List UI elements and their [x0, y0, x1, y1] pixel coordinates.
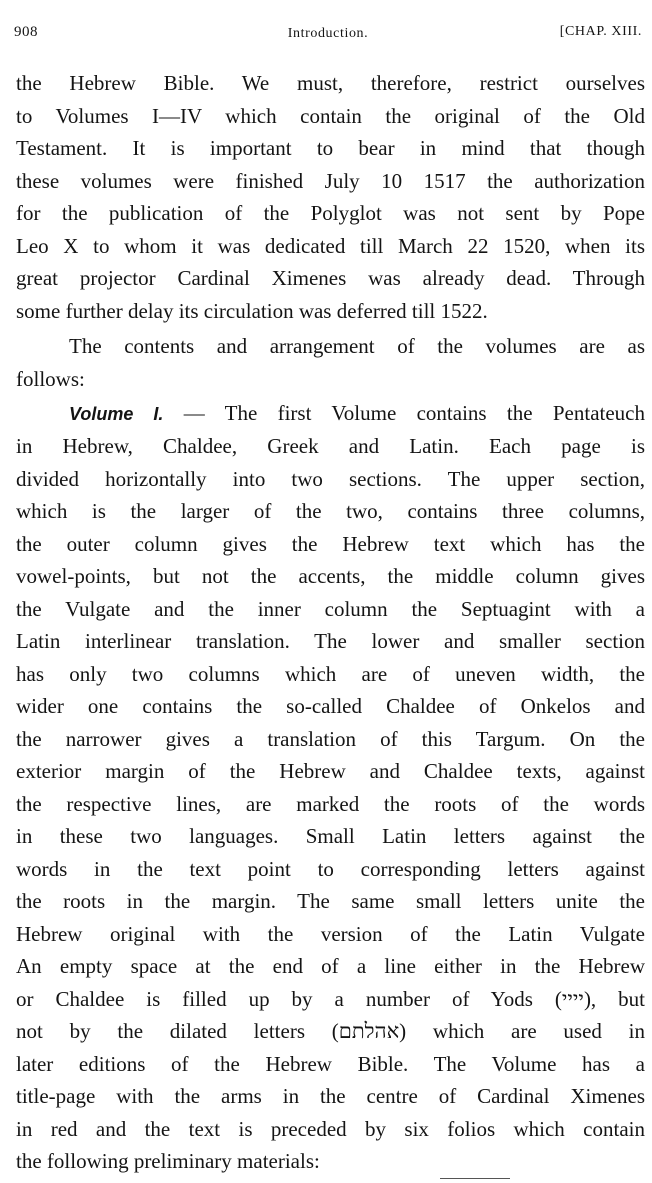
text-fragment: — The first Volume contains the Pentateuch [163, 401, 645, 425]
chapter-reference: [CHAP. XIII. [559, 24, 642, 39]
running-head [14, 24, 642, 50]
footer-rule [440, 1178, 510, 1179]
text-line: the following preliminary materials: [16, 1149, 320, 1173]
text-line: the Vulgate and the inner column the Septuagint with a [16, 597, 645, 621]
text-line: for the publication of the Polyglot was not sent by Pope [16, 201, 645, 225]
text-line: these volumes were finished July 10 1517 the authorization [16, 169, 645, 193]
text-line: to Volumes I—IV which contain the original of the Old [16, 104, 645, 128]
text-line: words in the text point to corresponding letters against [16, 857, 645, 881]
text-line: wider one contains the so-called Chaldee of Onkelos and [16, 694, 645, 718]
text-line: the outer column gives the Hebrew text which has the [16, 532, 645, 556]
text-line: the narrower gives a translation of this Targum. On the [16, 727, 645, 751]
text-line: the Hebrew Bible. We must, therefore, restrict ourselves [16, 71, 645, 95]
text-line: Testament. It is important to bear in mind that though [16, 136, 645, 160]
text-line: in these two languages. Small Latin letters against the [16, 824, 645, 848]
text-line: Leo X to whom it was dedicated till March 22 1520, when its [16, 234, 645, 258]
text-line: later editions of the Hebrew Bible. The Volume has a [16, 1052, 645, 1076]
text-line: the roots in the margin. The same small letters unite the [16, 889, 645, 913]
volume-paragraph-first-line [69, 398, 645, 429]
text-line: which is the larger of the two, contains three columns, [16, 499, 645, 523]
text-line: exterior margin of the Hebrew and Chaldee texts, against [16, 759, 645, 783]
volume-label: Volume I. [69, 404, 164, 424]
text-line: great projector Cardinal Ximenes was already dead. Through [16, 266, 645, 290]
text-line: some further delay its circulation was deferred till 1522. [16, 299, 488, 323]
text-line: title-page with the arms in the centre of Cardinal Ximenes [16, 1084, 645, 1108]
text-line: Latin interlinear translation. The lower and smaller section [16, 629, 645, 653]
text-line: in Hebrew, Chaldee, Greek and Latin. Each page is [16, 434, 645, 458]
text-line: follows: [16, 367, 85, 391]
text-line: in red and the text is preceded by six folios which contain [16, 1117, 645, 1141]
text-line: The contents and arrangement of the volumes are as [69, 334, 645, 358]
page-number: 908 [14, 24, 38, 40]
text-line: An empty space at the end of a line either in the Hebrew [16, 954, 645, 978]
running-title: Introduction. [287, 26, 369, 41]
text-line: or Chaldee is filled up by a number of Yods (יייי), but [16, 987, 646, 1011]
text-line: divided horizontally into two sections. The upper section, [16, 467, 645, 491]
text-line: Hebrew original with the version of the Latin Vulgate [16, 922, 645, 946]
text-line: the respective lines, are marked the roots of the words [16, 792, 645, 816]
text-line: not by the dilated letters (אהלתם) which are used in [16, 1019, 645, 1043]
text-line: vowel-points, but not the accents, the middle column gives [16, 564, 645, 588]
text-line: has only two columns which are of uneven width, the [16, 662, 645, 686]
